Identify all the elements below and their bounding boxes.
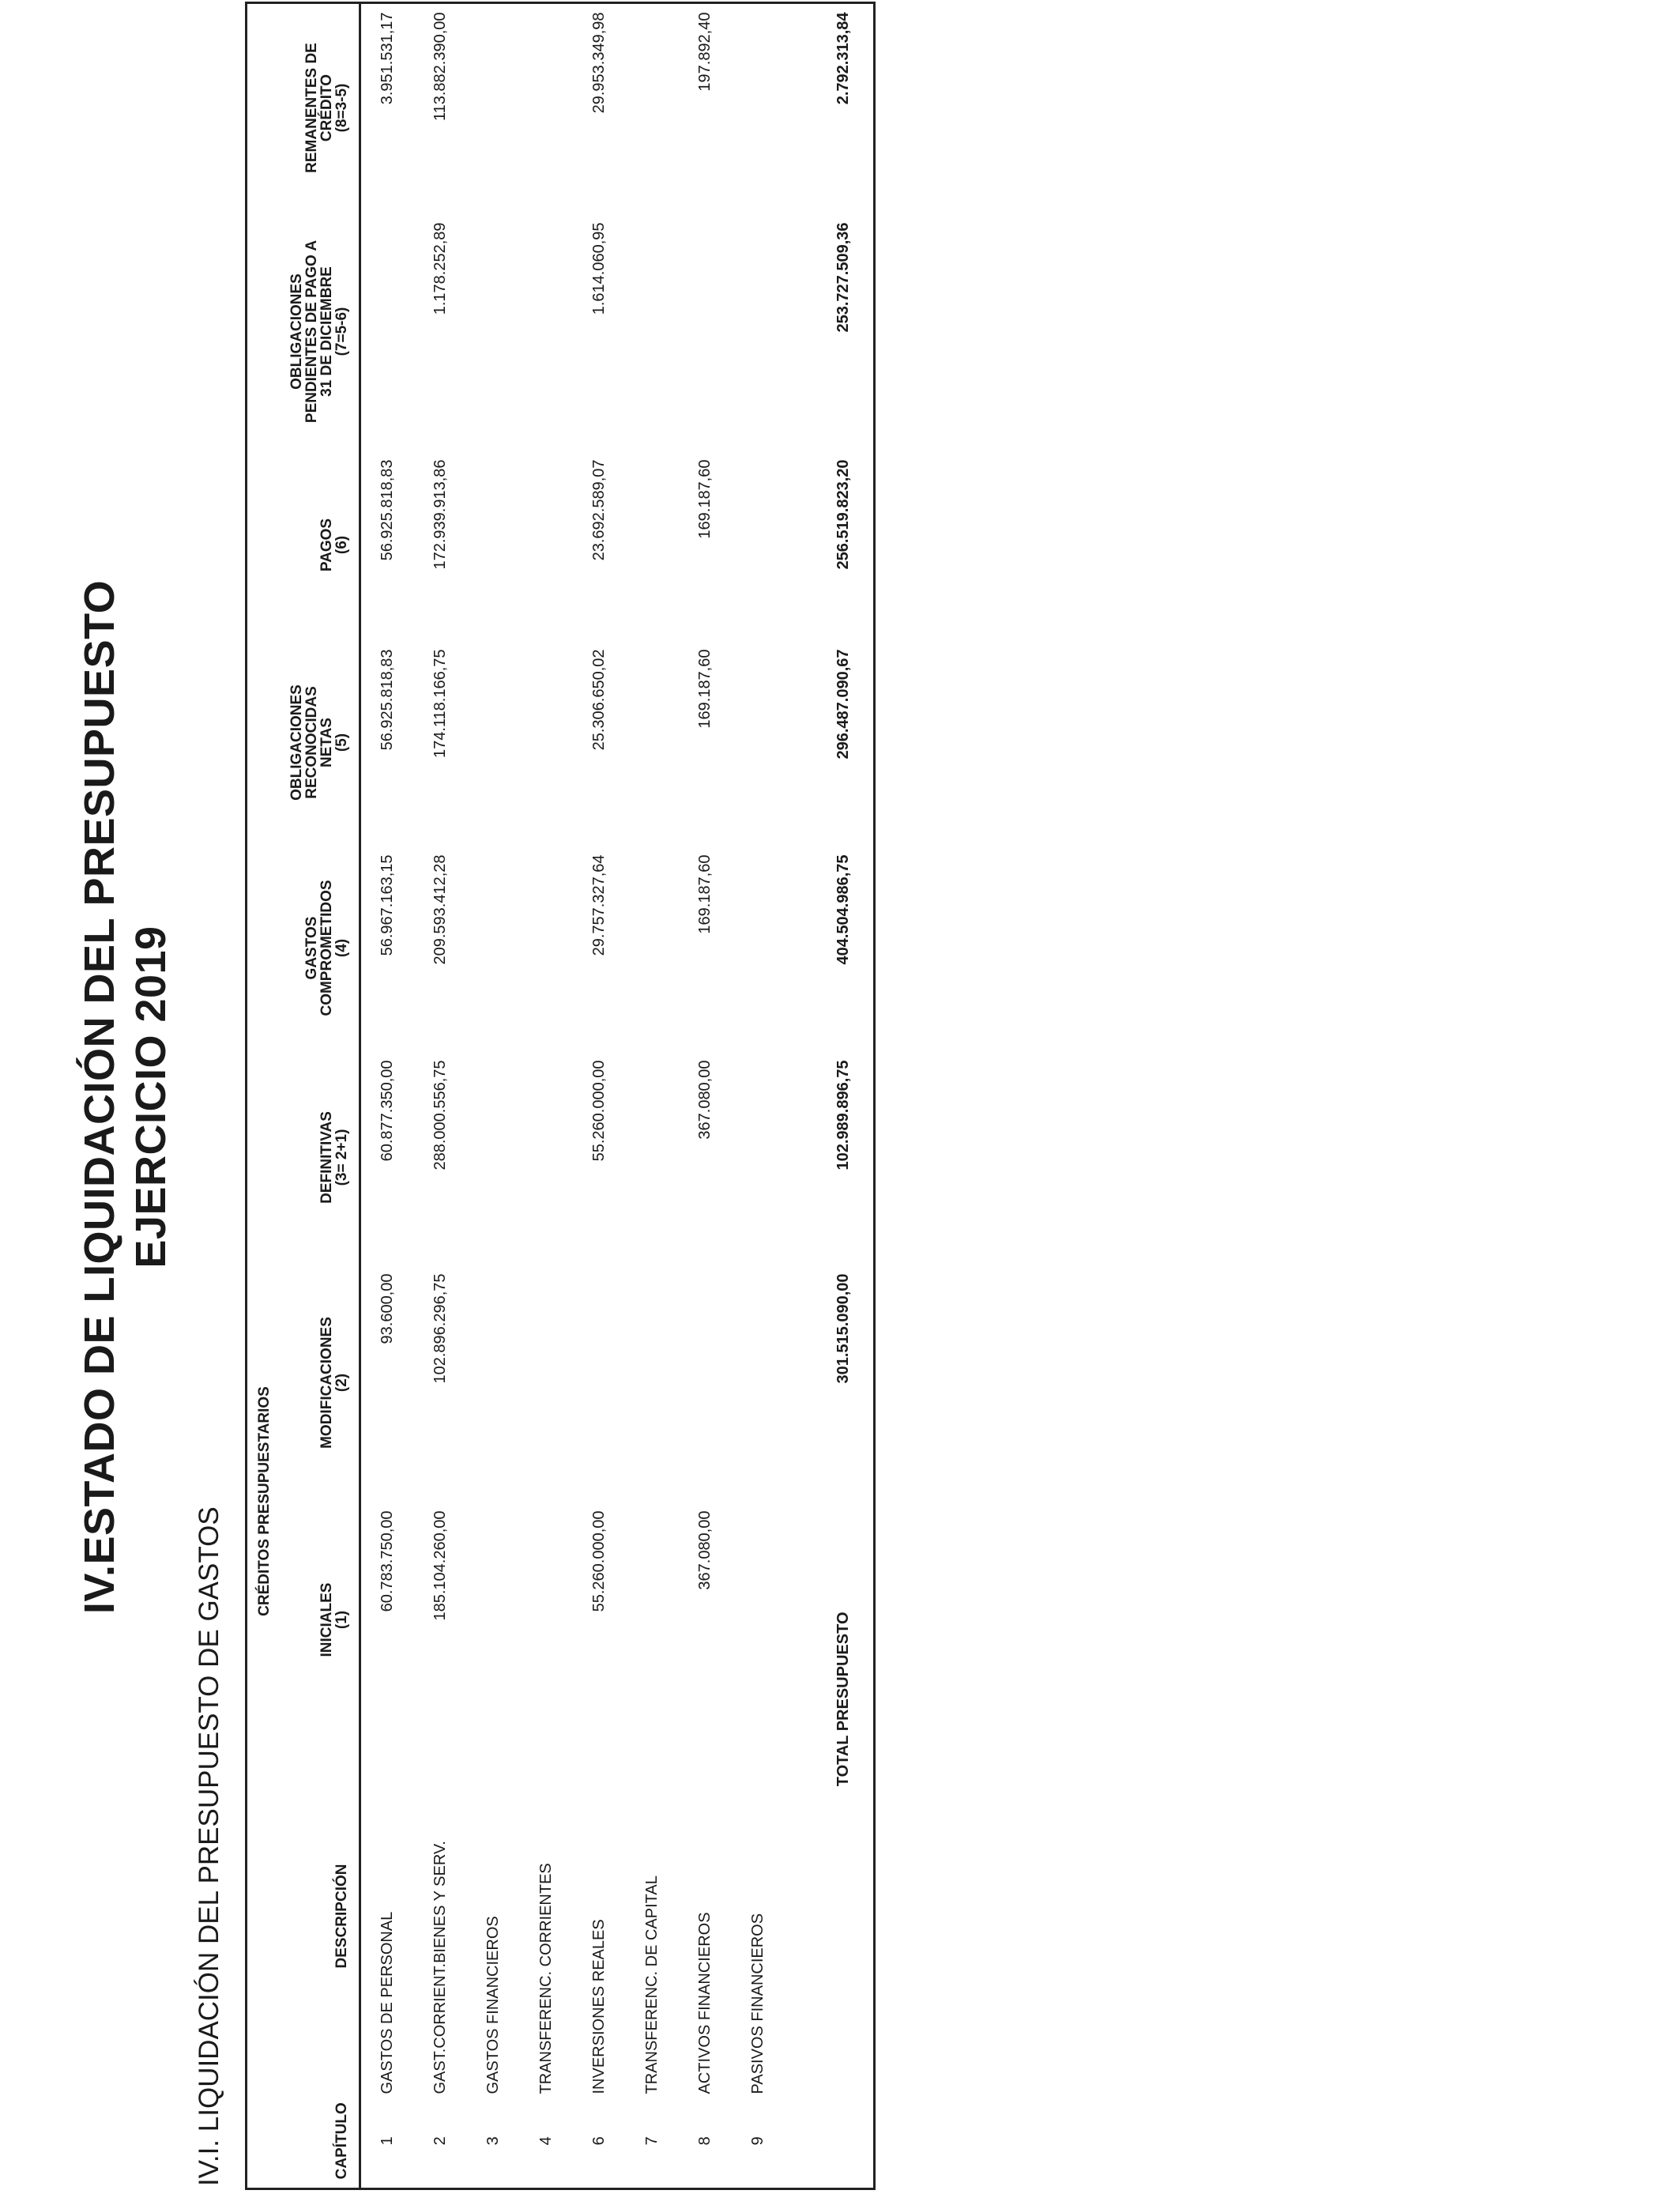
header-pagos [247, 450, 360, 640]
descripcion-cell: GAST.CORRIENT.BIENES Y SERV. [431, 1841, 449, 2094]
obligaciones-reconocidas-cell: 174.118.166,75 [431, 649, 449, 759]
header-line: RECONOCIDAS [303, 686, 320, 799]
table-row [573, 3, 626, 2189]
capitulo-cell: 1 [379, 2136, 396, 2146]
section-title: IV.I. LIQUIDACIÓN DEL PRESUPUESTO DE GASTOS [194, 1506, 224, 2186]
total-obligaciones-pendientes: 2.792.313,84 [834, 12, 852, 105]
pagos-cell: 172.939.913,86 [431, 459, 449, 570]
pagos-cell: 169.187,60 [696, 459, 714, 539]
obligaciones-pendientes-cell [626, 213, 679, 450]
total-obligaciones-reconocidas: 256.519.823,20 [834, 459, 852, 570]
obligaciones-reconocidas-cell [520, 640, 573, 846]
header-line: (3= 2+1) [333, 1129, 350, 1186]
gastos-comprometidos-cell: 209.593.412,28 [431, 854, 449, 965]
pagos-cell [732, 450, 785, 640]
descripcion-cell: PASIVOS FINANCIEROS [749, 1913, 767, 2094]
total-definitivas: 404.504.986,75 [834, 854, 852, 965]
document-title: IV.ESTADO DE LIQUIDACIÓN DEL PRESUPUESTO [76, 579, 123, 1615]
iniciales-cell [520, 1502, 573, 1739]
header-line: NETAS [318, 718, 335, 767]
total-iniciales: 301.515.090,00 [834, 1273, 852, 1384]
header-line: INICIALES [318, 1582, 335, 1657]
header-line: (7=5-6) [333, 307, 350, 356]
header-line: PENDIENTES DE PAGO A [303, 239, 320, 424]
header-obligaciones-reconocidas [247, 640, 360, 846]
header-capitulo: CAPÍTULO [247, 2094, 360, 2189]
header-line: CRÉDITO [318, 74, 335, 142]
header-line: 31 DE DICIEMBRE [318, 266, 335, 397]
header-line: (6) [333, 535, 350, 555]
header-line: PAGOS [318, 518, 335, 572]
header-modificaciones [272, 1265, 360, 1502]
header-line: (8=3-5) [333, 83, 350, 133]
capitulo-cell: 9 [749, 2136, 767, 2146]
pagos-cell [626, 450, 679, 640]
capitulo-cell: 7 [643, 2136, 661, 2146]
spacer-cell [785, 3, 813, 2189]
header-line: OBLIGACIONES [288, 684, 305, 801]
obligaciones-reconocidas-cell [732, 640, 785, 846]
modificaciones-cell [467, 1265, 520, 1502]
descripcion-cell: GASTOS FINANCIEROS [484, 1916, 502, 2094]
pagos-cell: 56.925.818,83 [379, 459, 396, 561]
obligaciones-reconocidas-cell: 25.306.650,02 [590, 649, 608, 751]
definitivas-cell: 55.260.000,00 [590, 1060, 608, 1162]
header-gastos-comprometidos [247, 846, 360, 1051]
obligaciones-reconocidas-cell: 169.187,60 [696, 649, 714, 729]
document-subtitle: EJERCICIO 2019 [127, 925, 175, 1269]
gastos-comprometidos-cell [732, 846, 785, 1051]
descripcion-cell: INVERSIONES REALES [590, 1919, 608, 2094]
total-label: TOTAL PRESUPUESTO [834, 1612, 852, 1787]
gastos-comprometidos-cell [467, 846, 520, 1051]
obligaciones-pendientes-cell: 1.178.252,89 [431, 222, 449, 315]
iniciales-cell [732, 1502, 785, 1739]
table-row [520, 3, 573, 2189]
remanentes-cell: 29.953.349,98 [590, 12, 608, 114]
obligaciones-pendientes-cell [520, 213, 573, 450]
header-line: (2) [333, 1373, 350, 1393]
capitulo-cell: 6 [590, 2136, 608, 2146]
definitivas-cell: 367.080,00 [696, 1060, 714, 1140]
header-obligaciones-pendientes [247, 213, 360, 450]
pagos-cell [467, 450, 520, 640]
remanentes-cell [732, 3, 785, 213]
iniciales-cell [626, 1502, 679, 1739]
total-pagos: 253.727.509,36 [834, 222, 852, 333]
obligaciones-reconocidas-cell [626, 640, 679, 846]
definitivas-cell [520, 1051, 573, 1265]
remanentes-cell [520, 3, 573, 213]
descripcion-cell: ACTIVOS FINANCIEROS [696, 1912, 714, 2094]
iniciales-cell: 55.260.000,00 [590, 1510, 608, 1612]
gastos-comprometidos-cell: 29.757.327,64 [590, 854, 608, 956]
gastos-comprometidos-cell [626, 846, 679, 1051]
spacer-row [785, 3, 813, 2189]
remanentes-cell: 113.882.390,00 [431, 12, 449, 122]
table-row [360, 3, 415, 2189]
total-row [813, 3, 875, 2189]
header-row-group [247, 3, 273, 2189]
capitulo-cell: 8 [696, 2136, 714, 2146]
obligaciones-pendientes-cell [360, 213, 415, 450]
descripcion-cell: TRANSFERENC. DE CAPITAL [643, 1875, 661, 2094]
header-line: REMANENTES DE [303, 43, 320, 173]
remanentes-cell: 3.951.531,17 [379, 12, 396, 105]
remanentes-cell [626, 3, 679, 213]
header-line: (1) [333, 1610, 350, 1630]
modificaciones-cell [732, 1265, 785, 1502]
table-row [732, 3, 785, 2189]
obligaciones-pendientes-cell [679, 213, 732, 450]
table-row [626, 3, 679, 2189]
budget-expenditure-table [245, 2, 876, 2190]
modificaciones-cell [626, 1265, 679, 1502]
header-descripcion: DESCRIPCIÓN [247, 1739, 360, 2094]
descripcion-cell: GASTOS DE PERSONAL [379, 1911, 396, 2094]
descripcion-cell: TRANSFERENC. CORRIENTES [537, 1863, 555, 2094]
remanentes-cell [467, 3, 520, 213]
gastos-comprometidos-cell [520, 846, 573, 1051]
gastos-comprometidos-cell: 169.187,60 [696, 854, 714, 934]
definitivas-cell [626, 1051, 679, 1265]
modificaciones-cell [573, 1265, 626, 1502]
iniciales-cell [467, 1502, 520, 1739]
capitulo-cell: 3 [484, 2136, 502, 2146]
pagos-cell: 23.692.589,07 [590, 459, 608, 561]
definitivas-cell [467, 1051, 520, 1265]
modificaciones-cell: 93.600,00 [379, 1273, 396, 1344]
definitivas-cell [732, 1051, 785, 1265]
table-row [679, 3, 732, 2189]
header-iniciales [272, 1502, 360, 1739]
header-line: DEFINITIVAS [318, 1111, 335, 1204]
obligaciones-reconocidas-cell: 56.925.818,83 [379, 649, 396, 751]
table-body [360, 3, 814, 2189]
table-row [467, 3, 520, 2189]
header-remanentes [247, 3, 360, 213]
header-line: MODIFICACIONES [318, 1317, 335, 1449]
header-line: (5) [333, 733, 350, 752]
header-definitivas [247, 1051, 360, 1265]
obligaciones-pendientes-cell [732, 213, 785, 450]
pagos-cell [520, 450, 573, 640]
total-modificaciones: 102.989.896,75 [834, 1060, 852, 1171]
header-line: OBLIGACIONES [288, 273, 305, 390]
iniciales-cell: 60.783.750,00 [379, 1510, 396, 1612]
header-creditos-group: CRÉDITOS PRESUPUESTARIOS [256, 1386, 273, 1616]
header-line: (4) [333, 938, 350, 958]
gastos-comprometidos-cell: 56.967.163,15 [379, 854, 396, 956]
modificaciones-cell [679, 1265, 732, 1502]
modificaciones-cell: 102.896.296,75 [431, 1273, 449, 1384]
obligaciones-reconocidas-cell [467, 640, 520, 846]
header-line: COMPROMETIDOS [318, 880, 335, 1016]
remanentes-cell: 197.892,40 [696, 12, 714, 92]
definitivas-cell: 60.877.350,00 [379, 1060, 396, 1162]
iniciales-cell: 367.080,00 [696, 1510, 714, 1590]
header-line: GASTOS [303, 916, 320, 980]
total-gastos-comprometidos: 296.487.090,67 [834, 649, 852, 760]
table-row [414, 3, 467, 2189]
total-cap-cell [813, 2094, 875, 2189]
capitulo-cell: 4 [537, 2136, 555, 2146]
obligaciones-pendientes-cell [467, 213, 520, 450]
capitulo-cell: 2 [431, 2136, 449, 2146]
definitivas-cell: 288.000.556,75 [431, 1060, 449, 1171]
iniciales-cell: 185.104.260,00 [431, 1510, 449, 1621]
modificaciones-cell [520, 1265, 573, 1502]
obligaciones-pendientes-cell: 1.614.060,95 [590, 222, 608, 315]
